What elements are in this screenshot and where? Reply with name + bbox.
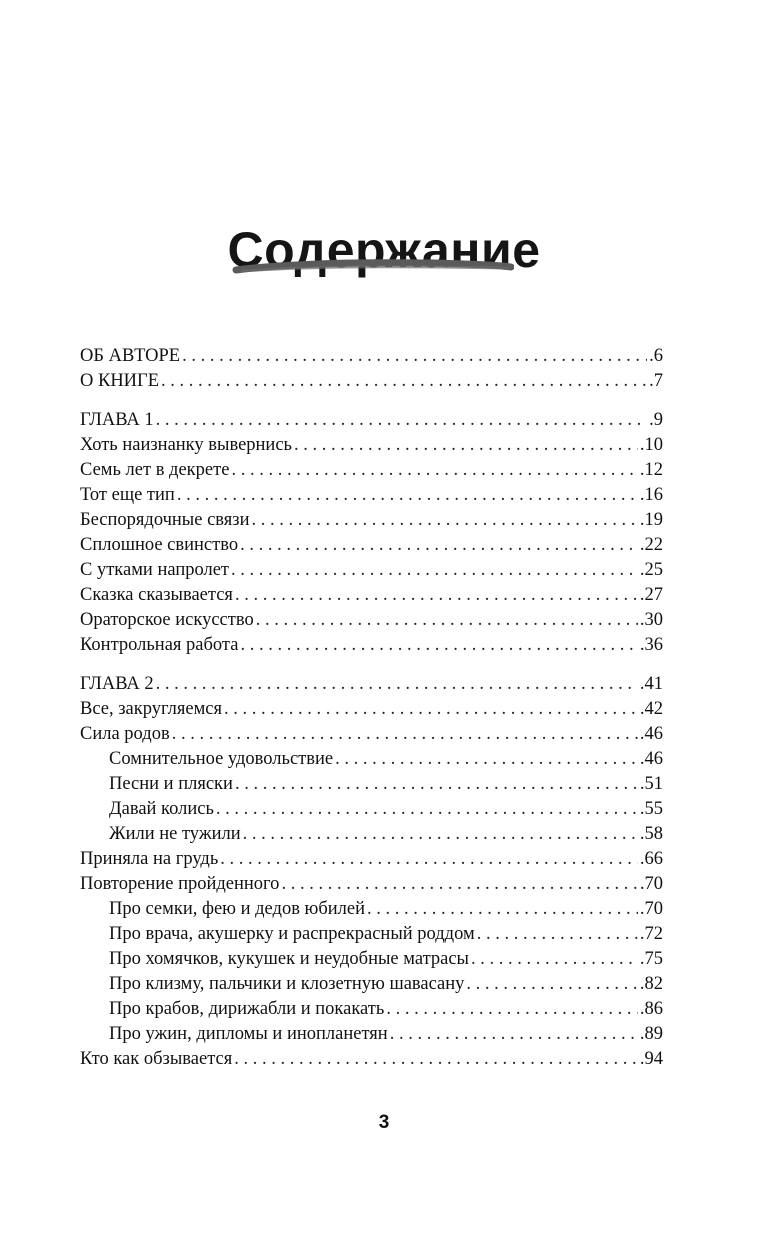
toc-entry-title: Про ужин, дипломы и инопланетян [109,1024,388,1044]
toc-entry [80,897,663,922]
toc-entry-page: .12 [639,460,663,480]
toc-entry-page: .94 [639,1049,663,1069]
toc-dot-leader [235,772,638,797]
toc-entry [80,1022,663,1047]
toc-dot-leader [231,558,638,583]
toc-entry-title: Жили не тужили [109,824,241,844]
table-of-contents [80,344,663,1072]
toc-entry-title: С утками напролет [80,560,230,580]
toc-entry [80,408,663,433]
toc-entry [80,508,663,533]
toc-entry [80,697,663,722]
toc-entry [80,583,663,608]
toc-dot-leader [231,458,637,483]
toc-dot-leader [471,947,638,972]
toc-dot-leader [243,822,638,847]
toc-entry [80,797,663,822]
toc-entry-page: .46 [639,724,663,744]
toc-entry-page: .72 [639,924,663,944]
toc-entry-page: .16 [639,485,663,505]
toc-dot-leader [281,872,637,897]
toc-entry-title: Все, закругляемся [80,699,223,719]
toc-entry [80,772,663,797]
toc-dot-leader [182,344,647,369]
toc-dot-leader [390,1022,638,1047]
toc-dot-leader [216,797,638,822]
toc-dot-leader [240,633,637,658]
toc-entry-title: Про врача, акушерку и распрекрасный роддом [109,924,475,944]
toc-entry-page: .75 [639,949,663,969]
toc-entry-title: Сплошное свинство [80,535,239,555]
toc-entry-title: ГЛАВА 2 [80,674,154,694]
toc-dot-leader [234,1047,638,1072]
toc-dot-leader [156,672,638,697]
toc-entry [80,533,663,558]
toc-entry-page: .66 [639,849,663,869]
toc-entry-title: Про клизму, пальчики и клозетную шавасану [109,974,465,994]
toc-entry-page: .6 [649,346,663,366]
toc-entry-page: .86 [639,999,663,1019]
toc-entry-title: Ораторское искусство [80,610,254,630]
toc-entry [80,922,663,947]
toc-entry [80,822,663,847]
toc-dot-leader [172,722,638,747]
toc-entry-page: .41 [639,674,663,694]
toc-entry [80,1047,663,1072]
toc-entry-page: .25 [639,560,663,580]
toc-entry [80,633,663,658]
toc-entry-title: Тот еще тип [80,485,175,505]
toc-entry [80,369,663,394]
toc-entry-title: Семь лет в декрете [80,460,230,480]
toc-entry-page: .30 [639,610,663,630]
toc-entry-title: ГЛАВА 1 [80,410,154,430]
toc-entry-page: .19 [639,510,663,530]
toc-entry-page: .70 [639,899,663,919]
toc-entry-page: .58 [639,824,663,844]
toc-entry-page: .7 [649,371,663,391]
toc-entry [80,672,663,697]
toc-dot-leader [252,508,638,533]
toc-dot-leader [256,608,638,633]
toc-entry [80,947,663,972]
toc-entry-title: Сказка сказывается [80,585,233,605]
toc-entry-page: .55 [639,799,663,819]
toc-entry-title: Давай колись [109,799,214,819]
toc-entry [80,872,663,897]
toc-dot-leader [177,483,638,508]
toc-entry-title: Повторение пройденного [80,874,280,894]
page-number: 3 [378,1112,390,1133]
toc-entry [80,558,663,583]
toc-entry [80,847,663,872]
toc-dot-leader [220,847,638,872]
toc-dot-leader [294,433,638,458]
toc-entry [80,344,663,369]
toc-entry [80,722,663,747]
toc-entry-title: О КНИГЕ [80,371,160,391]
toc-entry [80,972,663,997]
toc-entry-title: Беспорядочные связи [80,510,250,530]
toc-dot-leader [335,747,638,772]
page-title: Содержание [227,221,541,278]
toc-entry [80,458,663,483]
toc-entry [80,747,663,772]
toc-dot-leader [156,408,648,433]
toc-dot-leader [235,583,638,608]
toc-entry [80,483,663,508]
toc-entry-title: Про хомячков, кукушек и неудобные матрасы [109,949,469,969]
toc-entry-page: .36 [639,635,663,655]
toc-entry-page: .10 [639,435,663,455]
toc-entry-title: ОБ АВТОРЕ [80,346,181,366]
toc-dot-leader [477,922,638,947]
toc-entry-title: Сила родов [80,724,170,744]
title-underline-stroke [232,258,514,278]
toc-entry-page: .42 [639,699,663,719]
toc-dot-leader [466,972,637,997]
toc-entry-title: Хоть наизнанку вывернись [80,435,292,455]
toc-entry [80,608,663,633]
toc-entry-page: .46 [639,749,663,769]
toc-dot-leader [224,697,638,722]
toc-entry-title: Про крабов, дирижабли и покакать [109,999,385,1019]
toc-dot-leader [161,369,647,394]
toc-entry-title: Про семки, фею и дедов юбилей [109,899,366,919]
toc-entry-page: .9 [649,410,663,430]
toc-entry-title: Сомнительное удовольствие [109,749,334,769]
toc-entry-title: Контрольная работа [80,635,239,655]
toc-entry [80,997,663,1022]
toc-entry [80,433,663,458]
toc-dot-leader [386,997,638,1022]
toc-entry-page: .27 [639,585,663,605]
toc-entry-page: .89 [639,1024,663,1044]
toc-entry-page: .22 [639,535,663,555]
toc-entry-title: Песни и пляски [109,774,233,794]
toc-entry-title: Приняла на грудь [80,849,219,869]
toc-entry-page: .82 [639,974,663,994]
toc-entry-page: .51 [639,774,663,794]
toc-entry-title: Кто как обзывается [80,1049,233,1069]
toc-dot-leader [240,533,638,558]
toc-entry-page: .70 [639,874,663,894]
toc-dot-leader [367,897,638,922]
